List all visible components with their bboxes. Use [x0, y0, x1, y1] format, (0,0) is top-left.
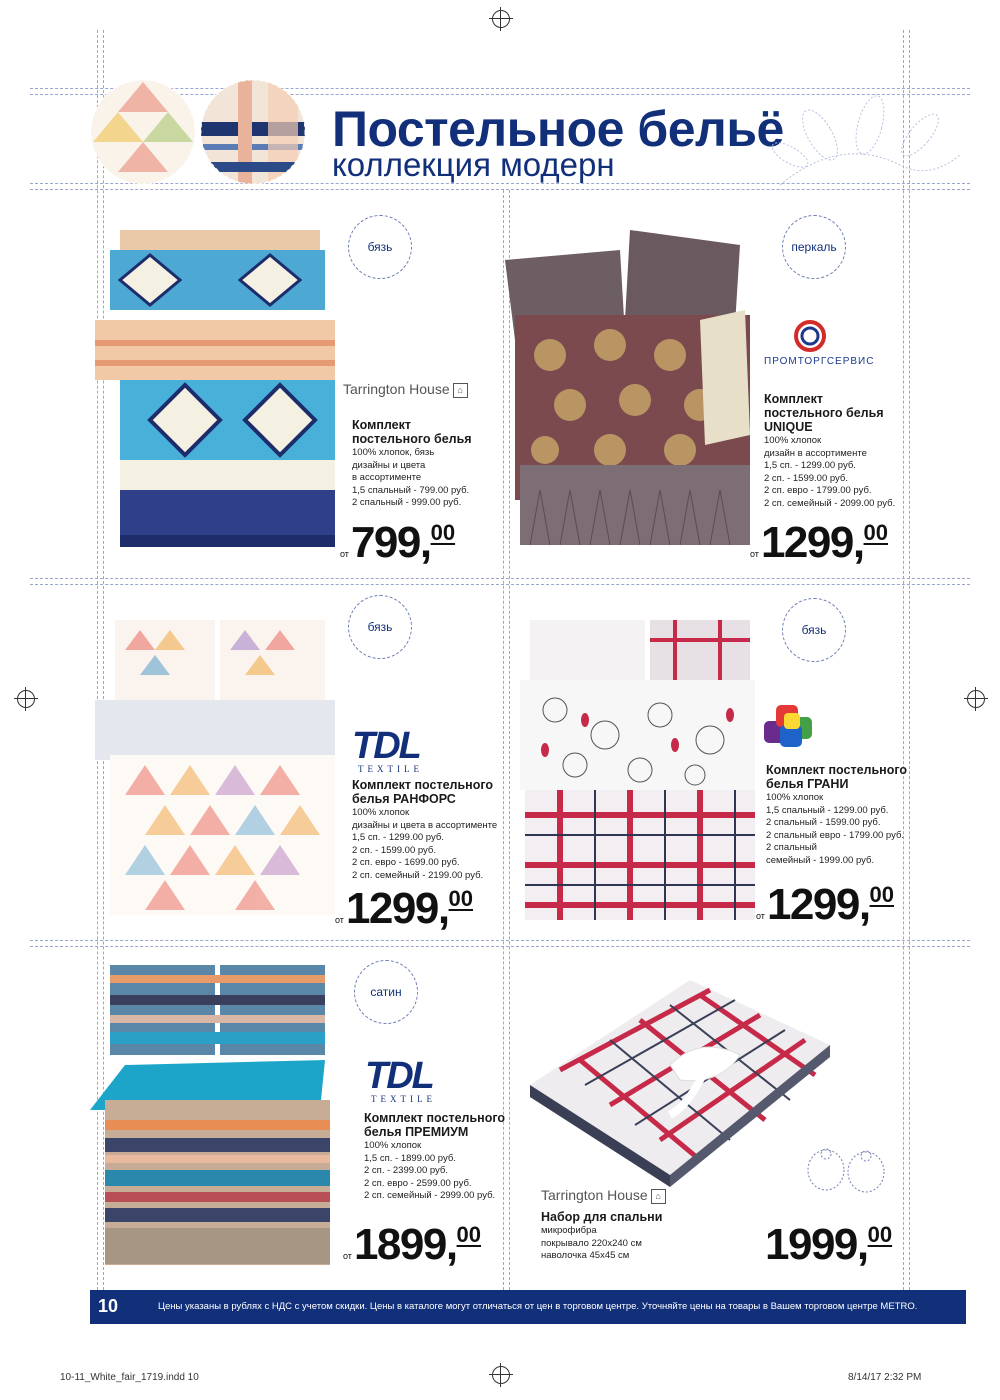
- slippers-illustration: [798, 1140, 893, 1195]
- price-tag: [756, 880, 894, 930]
- brand-name: Tarrington House: [541, 1187, 648, 1203]
- product-name: [352, 778, 493, 806]
- product-image-bedding-stripes: [85, 960, 335, 1270]
- product-name: [766, 763, 907, 791]
- desc-line: микрофибра: [541, 1225, 597, 1236]
- product-name: [764, 392, 884, 434]
- house-icon: ⌂: [453, 383, 468, 398]
- desc-line: покрывало 220х240 см: [541, 1237, 642, 1249]
- desc-line: 2 спальный: [766, 842, 817, 853]
- house-icon: ⌂: [651, 1189, 666, 1204]
- brand-name: Tarrington House: [343, 381, 450, 397]
- floral-decoration: [760, 95, 970, 190]
- desc-line: 1,5 спальный - 1299.00 руб.: [766, 804, 889, 816]
- desc-line: 100% хлопок: [352, 807, 410, 818]
- desc-line: 2 сп. семейный - 2199.00 руб.: [352, 869, 484, 881]
- price-tag: [343, 1220, 481, 1270]
- brand-tarrington-house: [541, 1187, 666, 1204]
- price-cents: 00: [867, 1222, 893, 1247]
- price-main: 799,: [350, 518, 431, 567]
- guide-line: [30, 940, 970, 941]
- desc-line: 100% хлопок, бязь: [352, 447, 435, 458]
- material-badge: бязь: [782, 598, 846, 662]
- product-name-line: белья РАНФОРС: [352, 792, 456, 806]
- date-slug: 8/14/17 2:32 PM: [848, 1372, 922, 1383]
- desc-line: 1,5 сп. - 1299.00 руб.: [352, 832, 444, 843]
- brand-tdl: TDL: [352, 725, 420, 767]
- price-main: 1999,: [765, 1220, 868, 1269]
- page-subtitle: коллекция модерн: [332, 146, 615, 183]
- price-tag: [335, 884, 473, 934]
- page-title: Постельное бельё: [332, 101, 784, 157]
- price-main: 1299,: [766, 880, 870, 929]
- product-name-line: белья ПРЕМИУМ: [364, 1125, 469, 1139]
- material-badge: перкаль: [782, 215, 846, 279]
- desc-line: дизайны и цвета в ассортименте: [352, 819, 498, 831]
- page-number: 10: [98, 1296, 119, 1316]
- desc-line: дизайны и цвета: [352, 459, 426, 471]
- desc-line: 2 спальный - 999.00 руб.: [352, 497, 462, 508]
- footer-bar: [90, 1290, 966, 1324]
- desc-line: 2 сп. - 2399.00 руб.: [364, 1165, 448, 1176]
- brand-textile: TEXTILE: [371, 1094, 436, 1104]
- price-from: от: [750, 549, 759, 559]
- product-name-line: Комплект: [352, 418, 412, 432]
- desc-line: 2 сп. - 1599.00 руб.: [352, 844, 436, 856]
- product-description: [352, 447, 469, 510]
- price-from: от: [335, 915, 344, 925]
- desc-line: 2 сп. семейный - 2099.00 руб.: [764, 497, 896, 509]
- price-main: 1899,: [353, 1220, 457, 1269]
- product-description: [541, 1225, 642, 1263]
- product-name-line: Набор для спальни: [541, 1210, 663, 1224]
- registration-mark: [967, 690, 985, 708]
- desc-line: 2 сп. евро - 1799.00 руб.: [764, 485, 872, 496]
- registration-mark: [492, 1366, 510, 1384]
- price-from: от: [756, 911, 765, 921]
- guide-line: [30, 946, 970, 947]
- product-name-line: Комплект постельного: [364, 1111, 506, 1125]
- product-name-line: постельного белья: [764, 406, 884, 420]
- guide-line: [909, 30, 910, 1290]
- price-cents: 00: [863, 520, 889, 545]
- product-description: [364, 1140, 495, 1203]
- material-badge: сатин: [354, 960, 418, 1024]
- desc-line: 2 сп. семейный - 2999.00 руб.: [364, 1190, 496, 1201]
- guide-line: [30, 578, 970, 579]
- desc-line: 2 сп. - 1599.00 руб.: [764, 472, 848, 484]
- brand-promtorgservis: ПРОМТОРГСЕРВИС: [764, 356, 875, 367]
- desc-line: 1,5 спальный - 799.00 руб.: [352, 484, 470, 496]
- product-name-line: белья ГРАНИ: [766, 777, 849, 791]
- desc-line: в ассортименте: [352, 472, 422, 483]
- desc-line: 2 спальный - 1599.00 руб.: [766, 817, 881, 828]
- product-name: [364, 1111, 505, 1139]
- product-name-line: Комплект постельного: [352, 778, 494, 792]
- product-image-bedspread-set: [520, 975, 840, 1190]
- price-cents: 00: [430, 520, 456, 545]
- desc-line: 100% хлопок: [766, 792, 824, 803]
- product-name-line: Комплект постельного: [766, 763, 908, 777]
- price-tag: [750, 518, 888, 568]
- material-badge: бязь: [348, 215, 412, 279]
- product-name-line: UNIQUE: [764, 420, 813, 434]
- desc-line: 1,5 сп. - 1899.00 руб.: [364, 1152, 456, 1164]
- brand-textile: TEXTILE: [358, 764, 423, 774]
- product-description: [766, 792, 904, 867]
- desc-line: 1,5 сп. - 1299.00 руб.: [764, 460, 856, 471]
- guide-line: [903, 30, 904, 1290]
- price-main: 1299,: [345, 884, 449, 933]
- product-name: [352, 418, 472, 446]
- desc-line: семейный - 1999.00 руб.: [766, 854, 875, 866]
- price-tag: [340, 518, 455, 568]
- price-tag: [765, 1220, 892, 1270]
- material-badge: бязь: [348, 595, 412, 659]
- product-image-bedding-brown: [500, 225, 755, 550]
- product-image-bedding-aztec: [95, 225, 335, 550]
- brand-tarrington-house: [343, 381, 468, 398]
- guide-line: [30, 584, 970, 585]
- tdl-textile-logo: [365, 1055, 436, 1104]
- product-description: [764, 435, 895, 510]
- price-cents: 00: [456, 1222, 482, 1247]
- tdl-textile-logo: [352, 725, 423, 774]
- price-cents: 00: [448, 886, 474, 911]
- price-main: 1299,: [760, 518, 864, 567]
- desc-line: дизайн в ассортименте: [764, 447, 867, 459]
- registration-mark: [17, 690, 35, 708]
- product-name-line: Комплект: [764, 392, 824, 406]
- desc-line: 100% хлопок: [764, 435, 822, 446]
- desc-line: 2 спальный евро - 1799.00 руб.: [766, 829, 905, 841]
- product-name-line: постельного белья: [352, 432, 472, 446]
- desc-line: 2 сп. евро - 1699.00 руб.: [352, 857, 460, 868]
- product-name: [541, 1210, 662, 1224]
- promtorgservis-logo: [792, 320, 828, 352]
- product-image-bedding-triangles: [95, 615, 335, 920]
- brand-tdl: TDL: [365, 1055, 433, 1097]
- header-fabric-circles: [88, 72, 318, 192]
- price-cents: 00: [869, 882, 895, 907]
- price-from: от: [343, 1251, 352, 1261]
- desc-line: наволочка 45х45 см: [541, 1250, 630, 1261]
- price-from: от: [340, 549, 349, 559]
- desc-line: 2 сп. евро - 2599.00 руб.: [364, 1177, 472, 1189]
- grani-logo: [762, 703, 814, 749]
- product-description: [352, 807, 497, 882]
- file-slug: 10-11_White_fair_1719.indd 10: [60, 1372, 199, 1383]
- registration-mark: [492, 10, 510, 28]
- product-image-bedding-plaid-floral: [515, 615, 755, 925]
- desc-line: 100% хлопок: [364, 1140, 422, 1151]
- price-disclaimer: Цены указаны в рублях с НДС с учетом скидки. Цены в каталоге могут отличаться от цен в торговом центре. Уточняйте цены на товары в Вашем торговом центре METRO.: [158, 1301, 918, 1312]
